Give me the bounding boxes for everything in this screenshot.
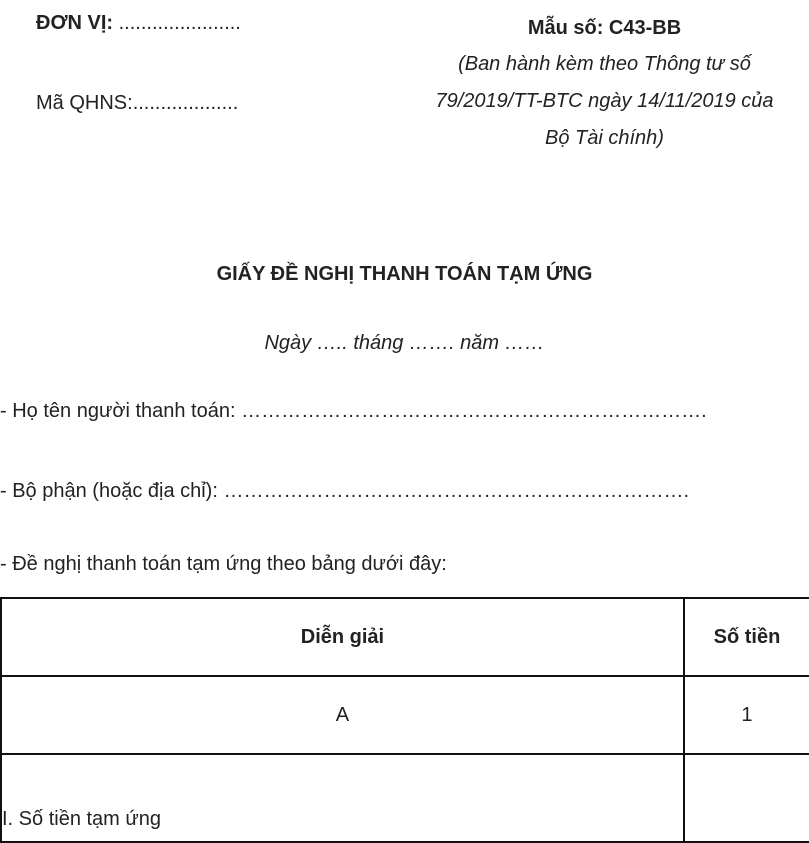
column-header-description: Diễn giải bbox=[1, 598, 684, 676]
form-code: Mẫu số: C43-BB bbox=[527, 17, 682, 39]
unit-value: ...................... bbox=[113, 12, 241, 34]
column-header-amount: Số tiền bbox=[684, 598, 809, 676]
qhns-label: Mã QHNS: bbox=[36, 92, 133, 114]
advance-payment-table bbox=[0, 597, 809, 843]
cell-amount: 1 bbox=[684, 676, 809, 754]
table-header-row bbox=[1, 598, 809, 676]
table-row bbox=[1, 676, 809, 754]
qhns-value: ................... bbox=[132, 92, 239, 114]
unit-line bbox=[36, 12, 241, 35]
form-header bbox=[400, 10, 809, 157]
table-row bbox=[1, 754, 809, 842]
issued-line-2: 79/2019/TT-BTC ngày 14/11/2019 của bbox=[435, 90, 774, 112]
issued-line-1: (Ban hành kèm theo Thông tư số bbox=[458, 53, 751, 75]
unit-label: ĐƠN VỊ: bbox=[36, 12, 114, 34]
request-line: - Đề nghị thanh toán tạm ứng theo bảng dưới đây: bbox=[0, 553, 447, 575]
cell-amount bbox=[684, 754, 809, 842]
qhns-line bbox=[36, 92, 238, 115]
department-field: - Bộ phận (hoặc địa chỉ): ……………………………………………………………. bbox=[0, 480, 690, 502]
issued-line-3: Bộ Tài chính) bbox=[545, 127, 664, 149]
document-date: Ngày ….. tháng ……. năm …… bbox=[264, 332, 545, 354]
payer-name-field: - Họ tên người thanh toán: ……………………………………………………………. bbox=[0, 400, 707, 422]
cell-description: I. Số tiền tạm ứng bbox=[1, 754, 684, 842]
cell-description: A bbox=[1, 676, 684, 754]
document-title: GIẤY ĐỀ NGHỊ THANH TOÁN TẠM ỨNG bbox=[216, 263, 593, 285]
